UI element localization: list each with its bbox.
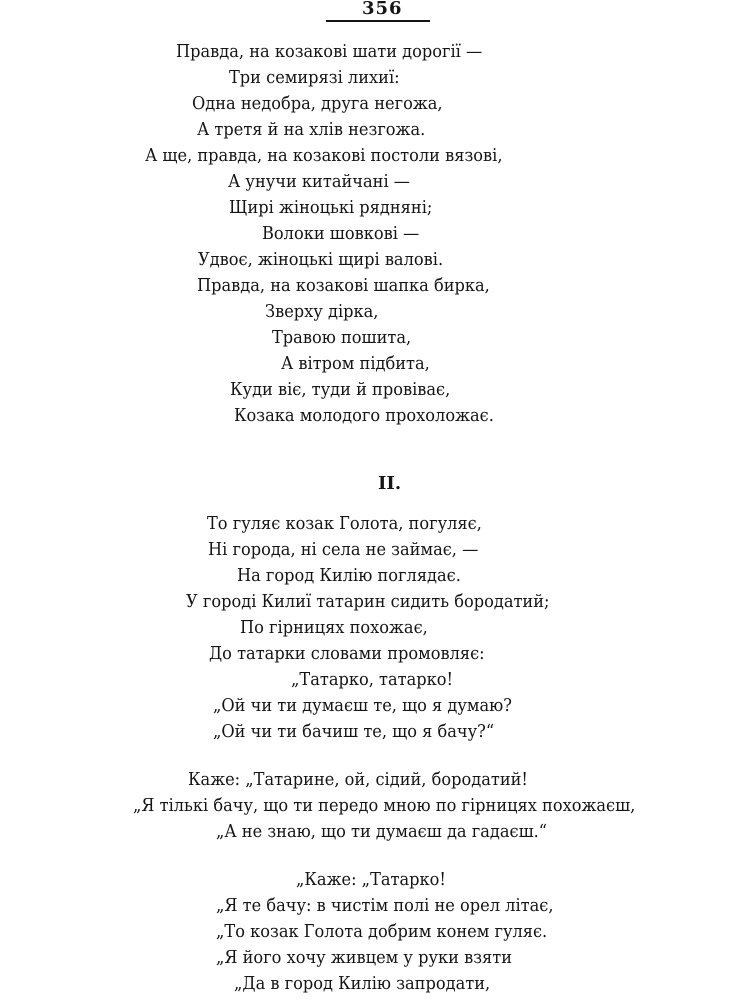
verse-line: Одна недобра, друга негожа,: [192, 93, 443, 114]
verse-line: А унучи китайчані —: [228, 171, 410, 192]
verse-line: „Каже: „Татарко!: [296, 869, 446, 890]
verse-line: А вітром підбита,: [281, 353, 430, 374]
verse-line: „Я тількі бачу, що ти передо мною по гірницях похожаєш,: [133, 795, 636, 816]
verse-line: „Я те бачу: в чистім полі не орел літає,: [216, 895, 554, 916]
verse-line: „Ой чи ти бачиш те, що я бачу?“: [213, 721, 495, 742]
verse-line: Волоки шовкові —: [262, 223, 420, 244]
verse-line: А третя й на хлів незгожа.: [197, 119, 426, 140]
verse-line: Козака молодого прохоложає.: [234, 405, 494, 426]
verse-line: „То козак Голота добрим конем гуляє.: [216, 921, 548, 942]
page-number: 356: [362, 0, 403, 19]
verse-line: Травою пошита,: [272, 327, 412, 348]
verse-line: Зверху дірка,: [265, 301, 379, 322]
verse-line: То гуляє козак Голота, погуляє,: [207, 513, 482, 534]
verse-line: „А не знаю, що ти думаєш да гадаєш.“: [216, 821, 548, 842]
verse-line: Правда, на козакові шапка бирка,: [197, 275, 490, 296]
verse-line: „Я його хочу живцем у руки взяти: [216, 947, 513, 968]
verse-line: А ще, правда, на козакові постоли вязові,: [145, 145, 503, 166]
verse-line: Каже: „Татарине, ой, сідий, бородатий!: [188, 769, 528, 790]
verse-line: Куди віє, туди й провіває,: [230, 379, 451, 400]
section-heading: II.: [378, 473, 402, 494]
verse-line: Три семирязі лихиї:: [229, 67, 400, 88]
verse-line: До татарки словами промовляє:: [209, 643, 485, 664]
verse-line: Щирі жіноцькі рядняні;: [229, 197, 433, 218]
verse-line: „Ой чи ти думаєш те, що я думаю?: [213, 695, 512, 716]
verse-line: У городі Килиї татарин сидить бородатий;: [186, 591, 550, 612]
verse-line: Ні города, ні села не займає, —: [208, 539, 479, 560]
verse-line: На город Килію поглядає.: [237, 565, 461, 586]
header-rule: [326, 20, 430, 22]
verse-line: Удвоє, жіноцькі щирі валові.: [198, 249, 444, 270]
verse-line: „Да в город Килію запродати,: [234, 973, 491, 994]
verse-line: „Татарко, татарко!: [291, 669, 454, 690]
verse-line: По гірницях похожає,: [240, 617, 428, 638]
verse-line: Правда, на козакові шати дорогії —: [176, 41, 483, 62]
